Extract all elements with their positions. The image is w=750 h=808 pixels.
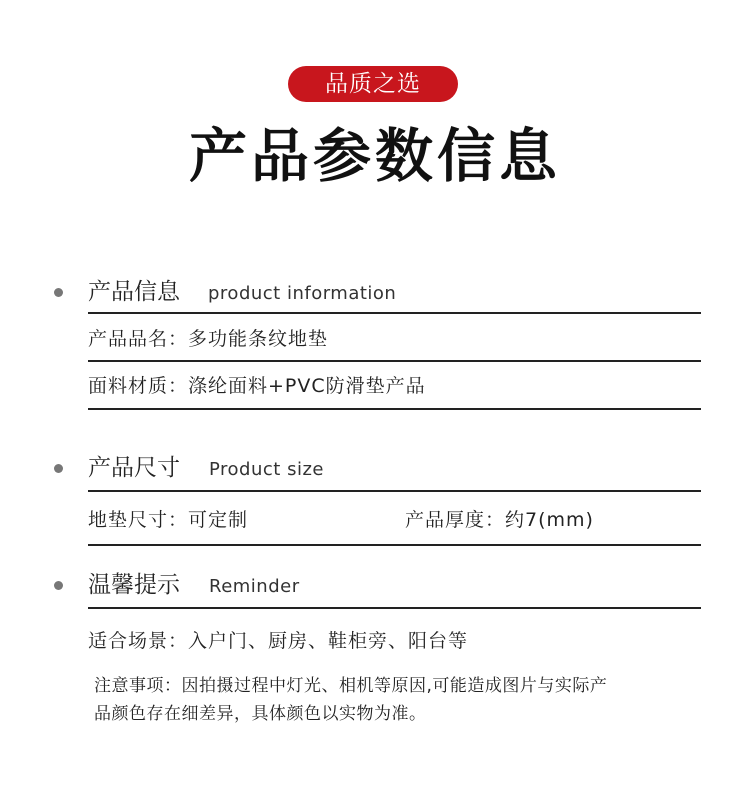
bullet-dot-icon — [54, 288, 63, 297]
quality-badge: 品质之选 — [288, 66, 458, 102]
divider — [88, 607, 701, 609]
section-title-en: product information — [208, 283, 397, 304]
section-product-size-header — [0, 448, 750, 488]
section-title-en: Product size — [209, 459, 324, 480]
thickness-row: 产品厚度：约7(mm) — [405, 509, 594, 531]
divider — [88, 408, 701, 410]
section-reminder-header — [0, 565, 750, 605]
section-title-en: Reminder — [209, 576, 300, 597]
section-title-cn: 产品尺寸 — [88, 455, 180, 481]
divider — [88, 360, 701, 362]
bullet-dot-icon — [54, 464, 63, 473]
section-product-info-header — [0, 272, 750, 312]
page-title: 产品参数信息 — [188, 122, 561, 190]
section-title-cn: 产品信息 — [88, 279, 180, 305]
usage-scene-row: 适合场景：入户门、厨房、鞋柜旁、阳台等 — [88, 630, 469, 652]
bullet-dot-icon — [54, 581, 63, 590]
mat-size-row: 地垫尺寸：可定制 — [88, 509, 249, 531]
divider — [88, 490, 701, 492]
divider — [88, 544, 701, 546]
notice-text — [94, 672, 724, 728]
divider — [88, 312, 701, 314]
notice-line: 注意事项：因拍摄过程中灯光、相机等原因,可能造成图片与实际产 — [94, 676, 608, 696]
material-row: 面料材质：涤纶面料+PVC防滑垫产品 — [88, 375, 426, 397]
product-name-row: 产品品名：多功能条纹地垫 — [88, 328, 329, 350]
section-title-cn: 温馨提示 — [88, 572, 180, 598]
notice-line: 品颜色存在细差异，具体颜色以实物为准。 — [94, 704, 427, 724]
